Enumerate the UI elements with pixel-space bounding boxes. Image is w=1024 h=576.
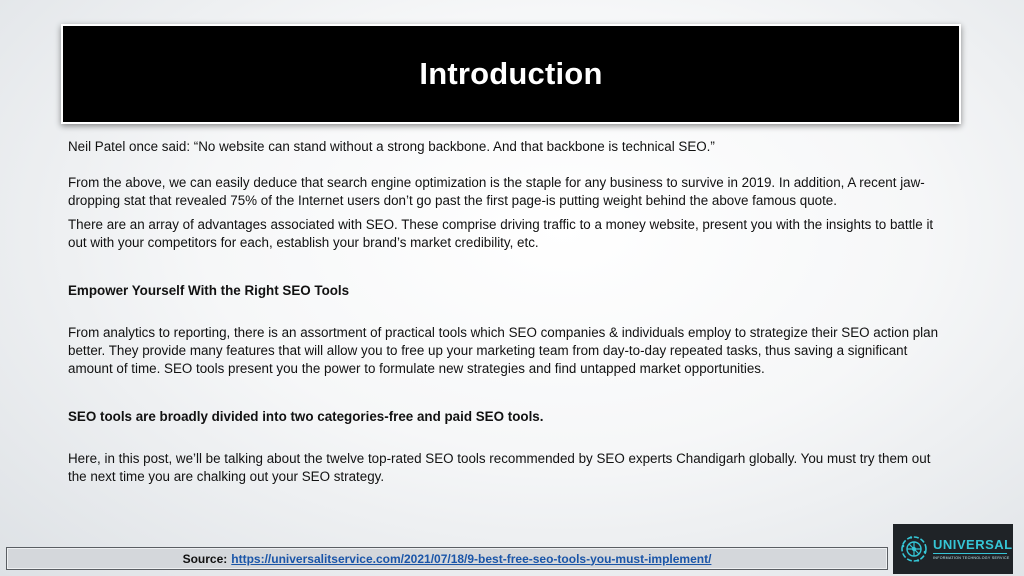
slide-content <box>68 138 940 486</box>
seo-staple-paragraph: From the above, we can easily deduce that search engine optimization is the staple for any business to survive in 2019. In addition, A recent jaw-dropping stat that revealed 75% of the Internet users don’t go past the first page-is putting weight behind the above famous quote. <box>68 175 925 208</box>
categories-heading: SEO tools are broadly divided into two categories-free and paid SEO tools. <box>68 409 544 424</box>
source-bar <box>6 547 888 570</box>
circuit-globe-icon <box>899 534 929 564</box>
company-logo <box>893 524 1013 574</box>
section-heading: Empower Yourself With the Right SEO Tools <box>68 283 350 298</box>
logo-wordmark: UNIVERSAL <box>933 536 1013 552</box>
advantages-paragraph: There are an array of advantages associated with SEO. These comprise driving traffic to a money website, present you with the insights to battle it out with your competitors for each, establish your brand’s market credibility, etc. <box>68 217 934 250</box>
logo-tagline: INFORMATION TECHNOLOGY SERVICE <box>933 555 1010 560</box>
source-label: Source: <box>182 551 228 566</box>
closing-paragraph: Here, in this post, we’ll be talking about the twelve top-rated SEO tools recommended by SEO experts Chandigarh globally. You must try them out the next time you are chalking out your SEO strategy. <box>68 451 931 484</box>
page-title: Introduction <box>419 56 603 91</box>
title-bar <box>61 24 961 124</box>
logo-text <box>933 538 1013 561</box>
source-link[interactable]: https://universalitservice.com/2021/07/18/9-best-free-seo-tools-you-must-implement/ <box>231 551 712 566</box>
quote-paragraph: Neil Patel once said: “No website can stand without a strong backbone. And that backbone is technical SEO.” <box>68 139 715 154</box>
logo-divider <box>933 553 1007 554</box>
tools-paragraph: From analytics to reporting, there is an assortment of practical tools which SEO companies & individuals employ to strategize their SEO action plan better. They provide many features that will allow you to free up your marketing team from day-to-day repeated tasks, thus saving a significant amount of time. SEO tools present you the power to formulate new strategies and find untapped market opportunities. <box>68 325 939 376</box>
